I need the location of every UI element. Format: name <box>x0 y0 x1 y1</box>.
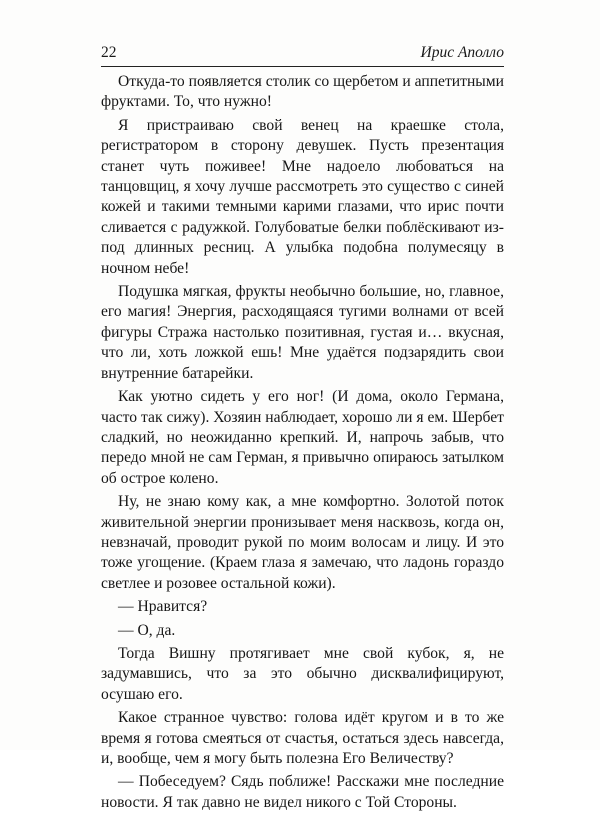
paragraph: Ну, не знаю кому как, а мне комфортно. Золотой поток живительной энергии пронизывает меня насквозь, когда он, невзначай, проводит рукой по моим волосам и лицу. И это тоже угощение. (Краем глаза я замечаю, что ладонь гораздо светлее и розовее остальной кожи). <box>101 493 504 592</box>
page-header <box>101 44 504 64</box>
paragraph: Какое странное чувство: голова идёт кругом и в то же время я готова смеяться от счастья, остаться здесь навсегда, и, вообще, чем я могу быть полезна Его Величеству? <box>101 709 504 767</box>
dialogue-line: — Нравится? <box>118 598 208 616</box>
paragraph: Тогда Вишну протягивает мне свой кубок, я, не задумавшись, что за это обычно дисквалифицируют, осушаю его. <box>101 644 504 703</box>
header-rule <box>101 66 504 67</box>
paragraph: Я пристраиваю свой венец на краешке стола, регистратором в сторону девушек. Пусть презентация станет чуть поживее! Мне надоело любоваться на танцовщиц, я хочу лучше рассмотреть это существо с синей кожей и такими темными карими глазами, что ирис почти сливается с радужкой. Голубоватые белки поблёскивают из-под длинных ресниц. А улыбка подобна полумесяцу в ночном небе! <box>101 116 504 277</box>
dialogue-line: — О, да. <box>118 621 176 639</box>
running-head-author: Ирис Аполло <box>420 44 504 61</box>
dialogue-line: — Побеседуем? Сядь поближе! Расскажи мне последние новости. Я так давно не видел никого с Той Стороны. <box>101 773 504 811</box>
paragraph: Откуда-то появляется столик со щербетом и аппетитными фруктами. То, что нужно! <box>101 73 504 111</box>
page-number: 22 <box>101 44 117 61</box>
paragraph: Подушка мягкая, фрукты необычно большие, но, главное, его магия! Энергия, расходящаяся тугими волнами от всей фигуры Стража настолько позитивная, густая и… вкусная, что ли, хоть ложкой ешь! Мне удаётся подзарядить свои внутренние батарейки. <box>101 283 504 382</box>
paragraph: Как уютно сидеть у его ног! (И дома, около Германа, часто так сижу). Хозяин наблюдает, хорошо ли я ем. Шербет сладкий, но неожиданно крепкий. И, напрочь забыв, что передо мной не сам Герман, я привычно опираюсь затылком об острое колено. <box>101 388 504 487</box>
body-text <box>101 72 504 816</box>
